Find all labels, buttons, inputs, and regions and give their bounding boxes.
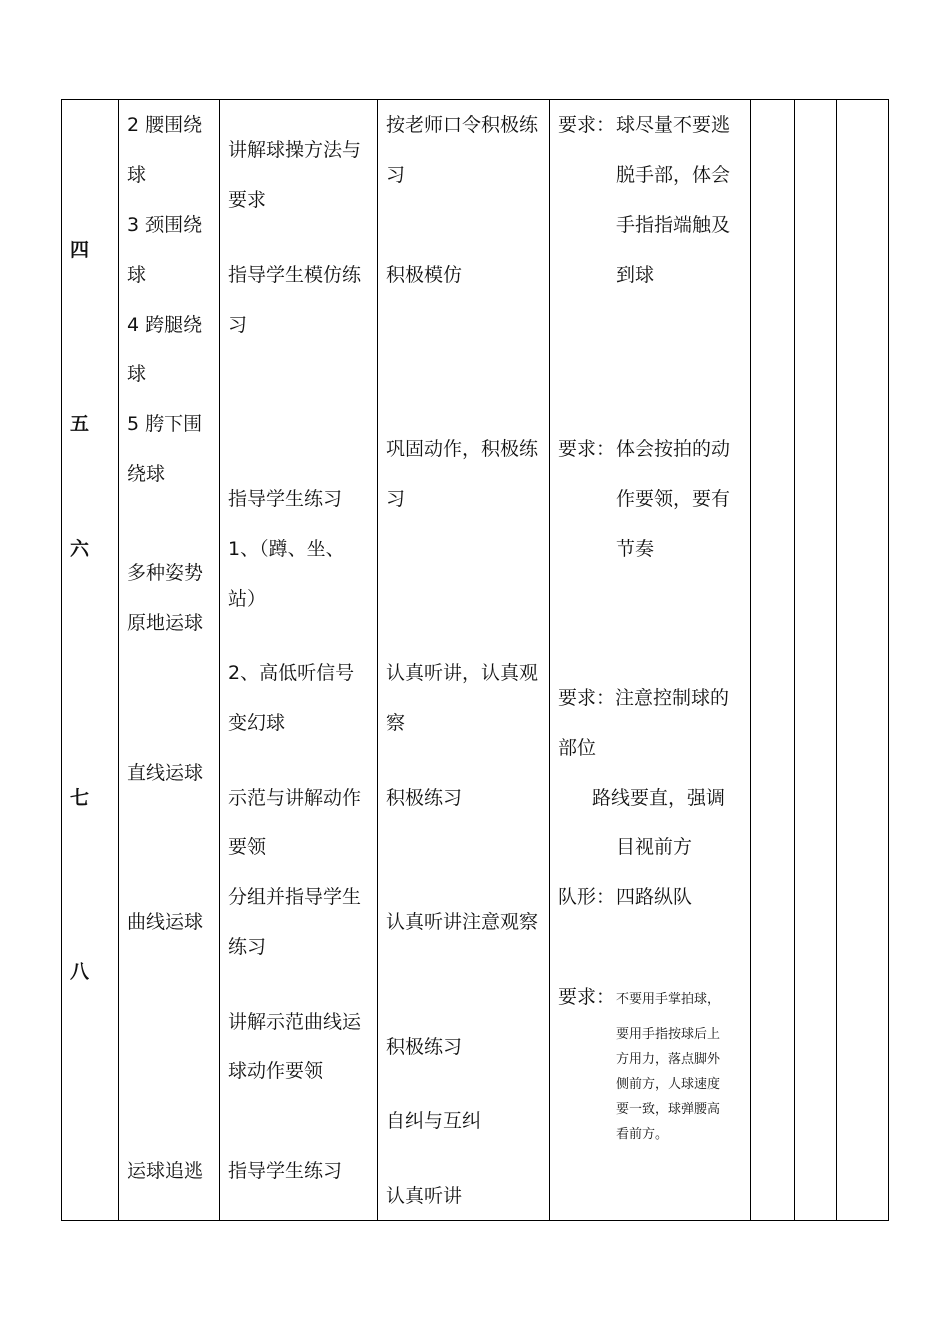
student-text: 认真听讲，认真观: [386, 662, 539, 684]
sequence-number: 七: [70, 787, 90, 809]
requirement-text: 作要领，要有: [616, 488, 731, 510]
requirement-text: 球尽量不要逃: [616, 114, 731, 136]
content-text: 2 腰围绕: [127, 114, 203, 136]
content-text: 运球追逃: [127, 1160, 204, 1182]
content-text: 绕球: [127, 463, 166, 485]
requirement-small-text: 方用力，落点脚外: [616, 1052, 721, 1067]
requirement-label: 要求：: [558, 986, 616, 1008]
teacher-text: 要领: [228, 836, 267, 858]
teacher-text: 习: [228, 314, 248, 336]
content-text: 曲线运球: [127, 911, 204, 933]
requirement-label: 要求：: [558, 438, 616, 460]
student-text: 自纠与互纠: [386, 1110, 482, 1132]
student-text: 积极模仿: [386, 264, 463, 286]
column-divider: [836, 99, 837, 1221]
teacher-text: 球动作要领: [228, 1060, 324, 1082]
sequence-number: 五: [70, 413, 90, 435]
column-divider: [549, 99, 550, 1221]
teacher-text: 站）: [228, 588, 267, 610]
requirement-text: 到球: [616, 264, 655, 286]
requirement-small-text: 看前方。: [616, 1127, 669, 1142]
student-text: 认真听讲注意观察: [386, 911, 539, 933]
student-text: 习: [386, 488, 406, 510]
student-text: 习: [386, 164, 406, 186]
requirement-text: 体会按拍的动: [616, 438, 731, 460]
student-text: 积极练习: [386, 1036, 463, 1058]
teacher-text: 1、（蹲、坐、: [228, 538, 345, 560]
content-text: 5 胯下围: [127, 413, 203, 435]
requirement-text: 节奏: [616, 538, 655, 560]
requirement-text: 部位: [558, 737, 597, 759]
teacher-text: 分组并指导学生: [228, 886, 362, 908]
requirement-text: 要求：注意控制球的: [558, 687, 730, 709]
student-text: 积极练习: [386, 787, 463, 809]
requirement-text: 脱手部，体会: [616, 164, 731, 186]
student-text: 按老师口令积极练: [386, 114, 539, 136]
requirement-small-text: 要用手指按球后上: [616, 1027, 721, 1042]
teacher-text: 练习: [228, 936, 267, 958]
content-text: 直线运球: [127, 762, 204, 784]
content-text: 4 跨腿绕: [127, 314, 203, 336]
formation-label: 队形：: [558, 886, 616, 908]
requirement-small-text: 侧前方，人球速度: [616, 1077, 721, 1092]
formation-text: 四路纵队: [616, 886, 693, 908]
content-text: 球: [127, 363, 147, 385]
teacher-text: 指导学生模仿练: [228, 264, 362, 286]
content-text: 原地运球: [127, 612, 204, 634]
requirement-text: 目视前方: [616, 836, 693, 858]
content-text: 多种姿势: [127, 562, 204, 584]
teacher-text: 要求: [228, 189, 267, 211]
requirement-label: 要求：: [558, 114, 616, 136]
sequence-number: 八: [70, 961, 90, 983]
requirement-text: 路线要直，强调: [592, 787, 726, 809]
teacher-text: 变幻球: [228, 712, 286, 734]
sequence-number: 六: [70, 538, 90, 560]
column-divider: [118, 99, 119, 1221]
column-divider: [794, 99, 795, 1221]
sequence-number: 四: [70, 239, 90, 261]
requirement-small-text: 不要用手掌拍球，: [616, 992, 721, 1007]
column-divider: [377, 99, 378, 1221]
requirement-small-text: 要一致，球弹腰高: [616, 1102, 721, 1117]
student-text: 巩固动作，积极练: [386, 438, 539, 460]
student-text: 认真听讲: [386, 1185, 463, 1207]
table-border: [61, 99, 889, 1221]
student-text: 察: [386, 712, 406, 734]
teacher-text: 指导学生练习: [228, 1160, 343, 1182]
teacher-text: 示范与讲解动作: [228, 787, 362, 809]
column-divider: [219, 99, 220, 1221]
teacher-text: 指导学生练习: [228, 488, 343, 510]
content-text: 球: [127, 264, 147, 286]
content-text: 球: [127, 164, 147, 186]
requirement-text: 手指指端触及: [616, 214, 731, 236]
column-divider: [750, 99, 751, 1221]
content-text: 3 颈围绕: [127, 214, 203, 236]
teacher-text: 2、高低听信号: [228, 662, 355, 684]
teacher-text: 讲解示范曲线运: [228, 1011, 362, 1033]
teacher-text: 讲解球操方法与: [228, 139, 362, 161]
